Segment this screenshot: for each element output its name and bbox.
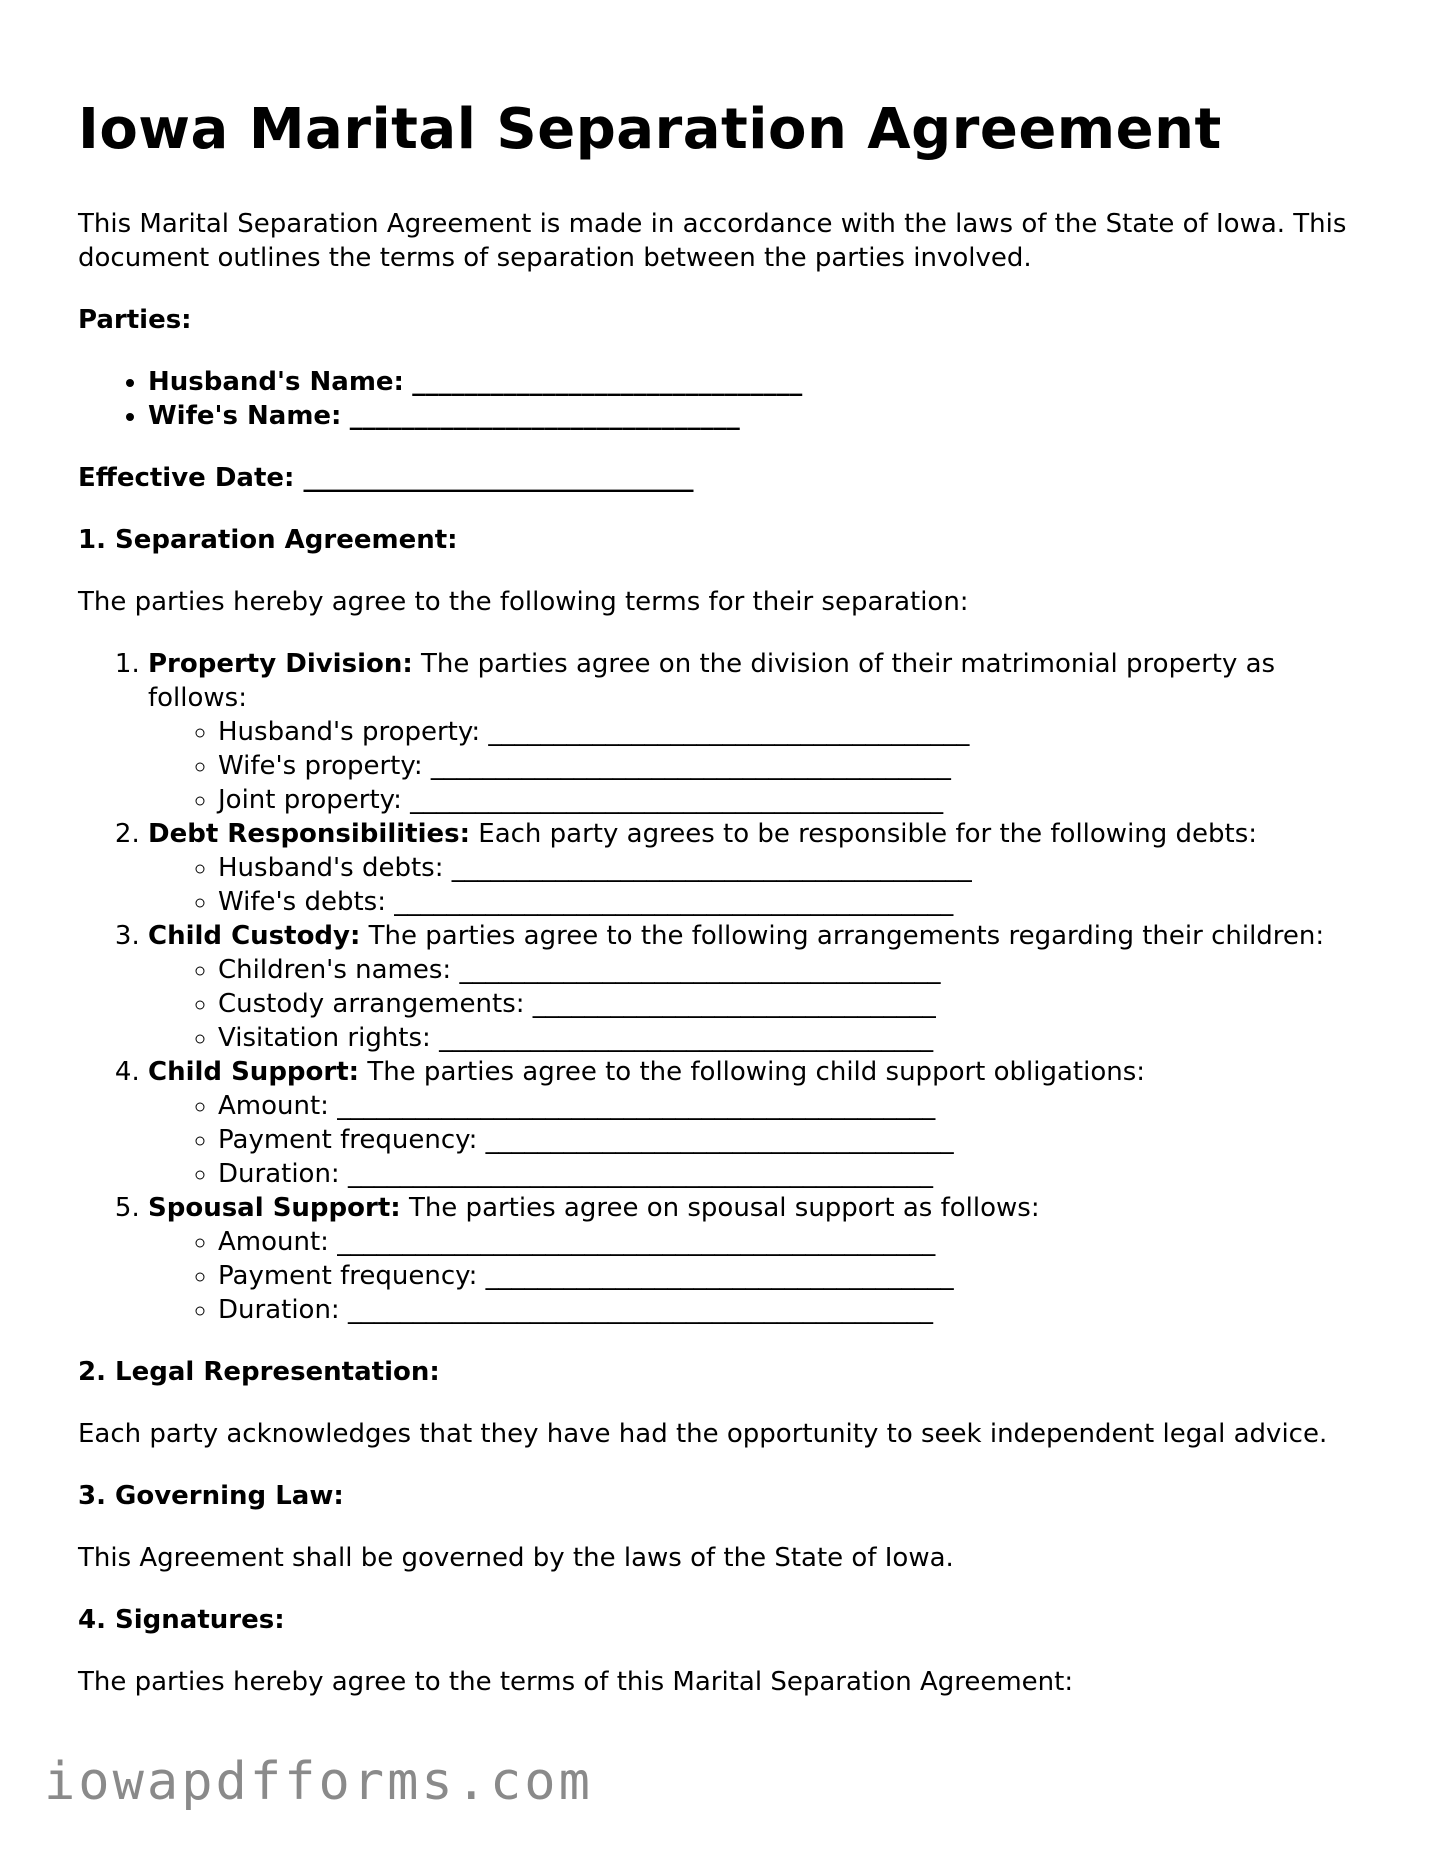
term-title: Child Custody: — [148, 921, 361, 952]
term-text: The parties agree to the following child support obligations: — [367, 1057, 1146, 1088]
section2-text: Each party acknowledges that they have had the opportunity to seek independent legal advice. — [78, 1419, 1328, 1450]
term-debt-responsibilities — [148, 817, 1368, 919]
term-sublist — [148, 715, 1368, 817]
term-text: The parties agree to the following arrangements regarding their children: — [368, 921, 1325, 952]
term-sublist — [148, 1225, 1368, 1327]
effective-date-label: Effective Date: — [78, 463, 295, 494]
wife-name-item — [148, 399, 1368, 433]
section1-heading: 1. Separation Agreement: — [78, 525, 458, 556]
parties-list — [78, 365, 1368, 433]
term-text: The parties agree on spousal support as follows: — [408, 1193, 1040, 1224]
custody-arrangements-field[interactable]: ◦ Custody arrangements: _______________________________ — [218, 987, 1368, 1021]
term-title: Property Division: — [148, 649, 413, 680]
husband-name-blank[interactable]: ______________________________ — [412, 367, 803, 398]
term-title: Child Support: — [148, 1057, 360, 1088]
childrens-names-field[interactable]: ◦ Children's names: _____________________________________ — [218, 953, 1368, 987]
child-support-frequency-field[interactable]: ◦ Payment frequency: ____________________________________ — [218, 1123, 1368, 1157]
visitation-rights-field[interactable]: ◦ Visitation rights: ______________________________________ — [218, 1021, 1368, 1055]
term-spousal-support — [148, 1191, 1368, 1327]
document-title: Iowa Marital Separation Agreement — [78, 97, 1222, 162]
term-sublist — [148, 953, 1368, 1055]
term-text: Each party agrees to be responsible for the following debts: — [478, 819, 1258, 850]
section3-heading: 3. Governing Law: — [78, 1481, 344, 1512]
term-sublist — [148, 851, 1368, 919]
parties-heading: Parties: — [78, 305, 192, 336]
spousal-support-amount-field[interactable]: ◦ Amount: ______________________________________________ — [218, 1225, 1368, 1259]
wifes-property-field[interactable]: ◦ Wife's property: ________________________________________ — [218, 749, 1368, 783]
child-support-duration-field[interactable]: ◦ Duration: _____________________________________________ — [218, 1157, 1368, 1191]
term-property-division — [148, 647, 1368, 817]
term-text: The parties agree on the division of their matrimonial property as follows: — [148, 649, 1276, 714]
term-child-custody — [148, 919, 1368, 1055]
term-child-support — [148, 1055, 1368, 1191]
section2-heading: 2. Legal Representation: — [78, 1357, 440, 1388]
wife-name-label: Wife's Name: — [148, 401, 342, 432]
section1-intro: The parties hereby agree to the following terms for their separation: — [78, 587, 969, 618]
section4-text: The parties hereby agree to the terms of this Marital Separation Agreement: — [78, 1667, 1074, 1698]
section4-heading: 4. Signatures: — [78, 1605, 285, 1636]
terms-list — [78, 647, 1368, 1327]
spousal-support-duration-field[interactable]: ◦ Duration: _____________________________________________ — [218, 1293, 1368, 1327]
joint-property-field[interactable]: ◦ Joint property: _________________________________________ — [218, 783, 1368, 817]
document-page — [78, 96, 1368, 1699]
section3-text: This Agreement shall be governed by the laws of the State of Iowa. — [78, 1543, 954, 1574]
wife-name-blank[interactable]: ______________________________ — [349, 401, 740, 432]
site-watermark: iowapdfforms.com — [44, 1752, 593, 1812]
effective-date-blank[interactable]: ______________________________ — [303, 463, 694, 494]
term-sublist — [148, 1089, 1368, 1191]
effective-date-line — [78, 461, 1368, 495]
husbands-property-field[interactable]: ◦ Husband's property: _____________________________________ — [218, 715, 1368, 749]
intro-paragraph: This Marital Separation Agreement is made in accordance with the laws of the State of Iowa. This document outlines the terms of separation between the parties involved. — [78, 209, 1347, 274]
husband-name-label: Husband's Name: — [148, 367, 404, 398]
term-title: Spousal Support: — [148, 1193, 401, 1224]
child-support-amount-field[interactable]: ◦ Amount: ______________________________________________ — [218, 1089, 1368, 1123]
husband-name-item — [148, 365, 1368, 399]
term-title: Debt Responsibilities: — [148, 819, 471, 850]
husbands-debts-field[interactable]: ◦ Husband's debts: ________________________________________ — [218, 851, 1368, 885]
wifes-debts-field[interactable]: ◦ Wife's debts: ___________________________________________ — [218, 885, 1368, 919]
spousal-support-frequency-field[interactable]: ◦ Payment frequency: ____________________________________ — [218, 1259, 1368, 1293]
